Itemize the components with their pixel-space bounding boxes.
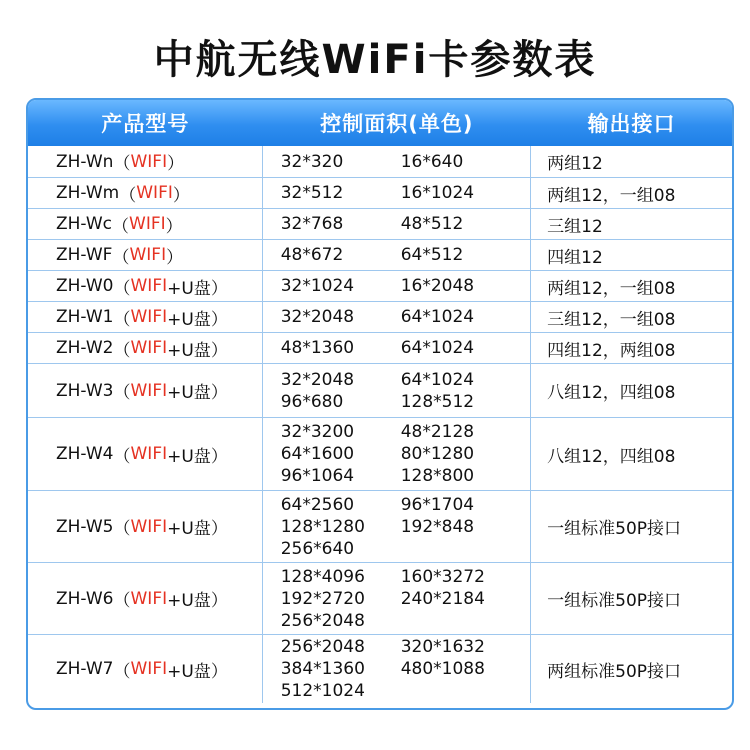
wifi-tag: WIFI: [130, 380, 168, 401]
area-value: 480*1088: [400, 659, 485, 679]
wifi-tag: WIFI: [130, 151, 168, 172]
area-value: 96*1064: [280, 466, 355, 486]
paren-open: （: [113, 340, 131, 361]
paren-open: （: [112, 247, 130, 268]
output-cell: 两组12，一组08: [547, 278, 676, 299]
paren-open: （: [113, 591, 131, 611]
area-value: [401, 680, 521, 702]
area-value: 128*4096: [280, 566, 365, 587]
paren-close: ）: [166, 247, 184, 268]
model-name: ZH-W6: [56, 588, 114, 609]
wifi-tag: WIFI: [129, 245, 167, 265]
area-line: [281, 658, 521, 680]
model-cell: [28, 491, 263, 562]
output-cell: 八组12，四组08: [547, 446, 676, 467]
area-value: 48*1360: [280, 338, 355, 358]
paren-open: （: [113, 383, 131, 403]
wifi-tag: WIFI: [130, 307, 168, 327]
area-value: 80*1280: [400, 444, 475, 464]
model-name: ZH-W7: [56, 659, 114, 679]
model-cell: [28, 240, 263, 270]
usb-tag: +U盘: [167, 519, 211, 539]
area-value: 64*1024: [400, 369, 475, 390]
area-value: [401, 538, 521, 560]
area-value: 32*512: [280, 183, 344, 203]
area-line: [281, 566, 521, 588]
paren-close: ）: [210, 278, 228, 299]
area-value: 32*2048: [280, 369, 355, 390]
paren-open: （: [113, 661, 131, 682]
area-value: 384*1360: [280, 659, 365, 679]
wifi-tag: WIFI: [130, 516, 168, 537]
model-cell: [28, 563, 263, 634]
area-value: 256*2048: [280, 610, 365, 631]
spec-table: [26, 98, 734, 710]
header-model: 产品型号: [101, 112, 190, 136]
paren-close: ）: [210, 519, 228, 539]
paren-open: （: [113, 446, 131, 467]
area-value: 512*1024: [280, 681, 365, 701]
wifi-tag: WIFI: [130, 444, 168, 464]
table-row: [28, 417, 732, 490]
area-value: 256*2048: [280, 637, 365, 657]
area-value: 64*512: [400, 245, 464, 265]
area-value: 32*2048: [280, 307, 355, 327]
wifi-tag: WIFI: [130, 338, 168, 358]
model-name: ZH-WF: [56, 245, 113, 265]
area-cell: [263, 364, 531, 417]
area-cell: [263, 635, 531, 703]
model-cell: [28, 364, 263, 417]
output-cell: 两组12: [547, 154, 603, 174]
output-cell: 四组12，两组08: [547, 340, 676, 361]
area-value: 48*672: [280, 245, 344, 265]
area-cell: [263, 178, 531, 208]
wifi-tag: WIFI: [129, 214, 166, 234]
model-name: ZH-W5: [56, 516, 114, 537]
table-row: [28, 634, 732, 703]
paren-open: （: [113, 519, 131, 539]
model-name: ZH-W1: [56, 307, 114, 327]
wifi-tag: WIFI: [130, 276, 168, 296]
area-cell: [263, 146, 531, 177]
table-row: [28, 208, 732, 239]
table-row: [28, 363, 732, 417]
paren-close: ）: [210, 309, 228, 330]
usb-tag: +U盘: [167, 383, 211, 403]
table-row: [28, 177, 732, 208]
model-name: ZH-Wc: [56, 214, 113, 234]
area-line: [281, 538, 521, 560]
table-row: [28, 239, 732, 270]
area-line: [281, 588, 521, 610]
table-row: [28, 490, 732, 562]
area-line: [281, 443, 521, 465]
area-value: 128*800: [400, 466, 475, 486]
table-row: [28, 270, 732, 301]
area-value: 192*848: [400, 516, 475, 537]
usb-tag: +U盘: [167, 309, 211, 330]
area-value: 240*2184: [400, 588, 485, 609]
area-line: [281, 465, 521, 487]
area-cell: [263, 563, 531, 634]
table-row: [28, 146, 732, 177]
area-value: 64*2560: [280, 494, 355, 515]
wifi-tag: WIFI: [130, 659, 168, 679]
output-cell: 两组12，一组08: [547, 185, 676, 206]
area-value: 320*1632: [400, 637, 485, 657]
area-line: [281, 275, 521, 297]
area-value: 48*512: [400, 214, 464, 234]
area-value: 64*1600: [280, 444, 355, 464]
output-cell: 八组12，四组08: [547, 383, 676, 403]
area-value: 16*640: [400, 151, 464, 172]
model-cell: [28, 271, 263, 301]
area-value: 64*1024: [400, 338, 475, 358]
model-cell: [28, 635, 263, 703]
paren-close: ）: [210, 661, 228, 682]
area-value: 96*680: [280, 391, 344, 412]
area-value: 16*2048: [400, 276, 475, 296]
area-cell: [263, 333, 531, 363]
model-name: ZH-Wn: [56, 151, 114, 172]
area-value: [401, 610, 521, 632]
area-value: 32*3200: [280, 422, 355, 442]
area-cell: [263, 418, 531, 490]
page-title: 中航无线WiFi卡参数表: [153, 37, 597, 83]
wifi-tag: WIFI: [130, 588, 168, 609]
table-row: [28, 301, 732, 332]
paren-open: （: [113, 278, 131, 299]
area-value: 48*2128: [400, 422, 475, 442]
usb-tag: +U盘: [167, 340, 211, 361]
paren-close: ）: [165, 216, 183, 237]
table-row: [28, 562, 732, 634]
area-value: 96*1704: [400, 494, 475, 515]
model-cell: [28, 333, 263, 363]
area-value: 256*640: [280, 538, 355, 559]
output-cell: 三组12，一组08: [547, 309, 676, 330]
model-cell: [28, 302, 263, 332]
area-cell: [263, 271, 531, 301]
output-cell: 一组标准50P接口: [547, 591, 682, 611]
area-line: [281, 369, 521, 391]
area-value: 64*1024: [400, 307, 475, 327]
paren-open: （: [113, 154, 131, 174]
output-cell: 三组12: [547, 216, 603, 237]
area-line: [281, 306, 521, 328]
area-line: [281, 151, 521, 173]
area-line: [281, 680, 521, 702]
paren-close: ）: [210, 591, 228, 611]
paren-close: ）: [167, 154, 185, 174]
model-name: ZH-W3: [56, 380, 114, 401]
usb-tag: +U盘: [167, 661, 211, 682]
area-value: 16*1024: [400, 183, 475, 203]
area-line: [281, 636, 521, 658]
area-value: 128*1280: [280, 516, 365, 537]
usb-tag: +U盘: [167, 278, 211, 299]
usb-tag: +U盘: [167, 591, 211, 611]
model-cell: [28, 209, 263, 239]
area-line: [281, 610, 521, 632]
area-cell: [263, 240, 531, 270]
area-line: [281, 494, 521, 516]
model-cell: [28, 178, 263, 208]
model-cell: [28, 146, 263, 177]
paren-open: （: [119, 185, 137, 206]
area-value: 160*3272: [400, 566, 485, 587]
paren-close: ）: [210, 446, 228, 467]
area-line: [281, 516, 521, 538]
area-cell: [263, 491, 531, 562]
area-value: 32*320: [280, 151, 344, 172]
table-body: [28, 146, 732, 703]
model-name: ZH-W4: [56, 444, 114, 464]
paren-open: （: [113, 309, 131, 330]
area-line: [281, 337, 521, 359]
header-output: 输出接口: [587, 112, 676, 136]
table-header: [28, 100, 732, 146]
output-cell: 四组12: [547, 247, 603, 268]
area-line: [281, 421, 521, 443]
area-line: [281, 182, 521, 204]
model-name: ZH-W2: [56, 338, 114, 358]
area-cell: [263, 302, 531, 332]
area-line: [281, 391, 521, 413]
model-name: ZH-W0: [56, 276, 114, 296]
model-name: ZH-Wm: [56, 183, 120, 203]
area-value: 32*1024: [280, 276, 355, 296]
paren-open: （: [112, 216, 130, 237]
paren-close: ）: [172, 185, 190, 206]
area-value: 192*2720: [280, 588, 365, 609]
area-value: 32*768: [280, 214, 344, 234]
output-cell: 一组标准50P接口: [547, 519, 682, 539]
model-cell: [28, 418, 263, 490]
area-line: [281, 213, 521, 235]
wifi-tag: WIFI: [136, 183, 173, 203]
paren-close: ）: [210, 340, 228, 361]
table-row: [28, 332, 732, 363]
output-cell: 两组标准50P接口: [547, 661, 682, 682]
paren-close: ）: [210, 383, 228, 403]
area-value: 128*512: [400, 391, 475, 412]
area-cell: [263, 209, 531, 239]
usb-tag: +U盘: [167, 446, 211, 467]
area-line: [281, 244, 521, 266]
header-area: 控制面积(单色): [320, 112, 474, 136]
